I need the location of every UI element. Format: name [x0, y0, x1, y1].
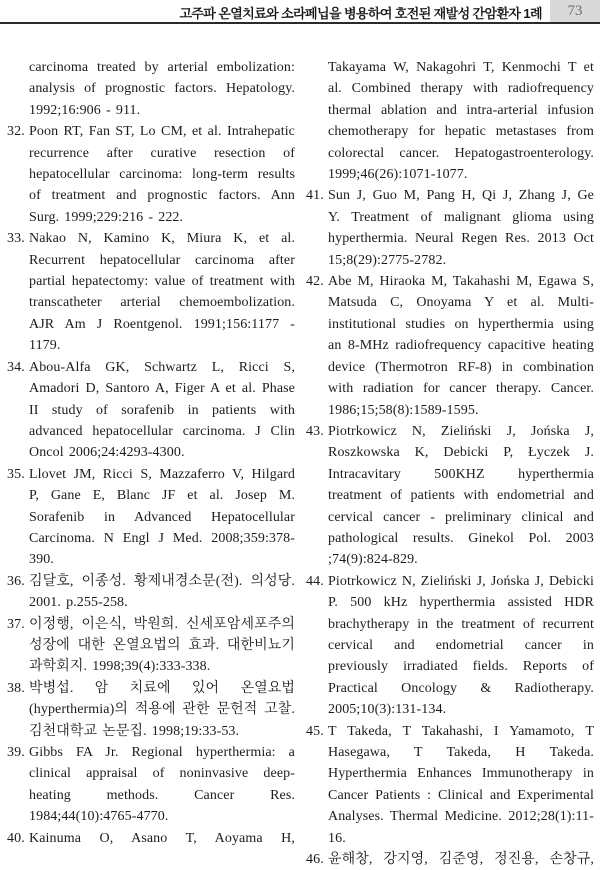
reference-text: Takayama W, Nakagohri T, Kenmochi T et al. Combined therapy with radiofrequency thermal ablation and intra-arterial infusion chemotherapy for hepatic metastases from colorectal cancer. Hepatogastroenterology. 1999;46(26):1071-1077. — [328, 60, 594, 183]
reference-number: 37. — [7, 616, 25, 632]
references-column-left — [7, 57, 295, 870]
reference-text: Gibbs FA Jr. Regional hyperthermia: a clinical appraisal of noninvasive deep-heating methods. Cancer Res. 1984;44(10):4765-4770. — [29, 745, 295, 825]
reference-text: Nakao N, Kamino K, Miura K, et al. Recurrent hepatocellular carcinoma after partial hepatectomy: value of treatment with transcatheter arterial chemoembolization. AJR Am J Roentgenol. 1991;156:1177 - 1179. — [29, 231, 295, 354]
reference-number: 34. — [7, 359, 25, 375]
reference-item — [7, 571, 295, 614]
reference-text: carcinoma treated by arterial embolization: analysis of prognostic factors. Hepatology. 1992;16:906 - 911. — [29, 60, 295, 118]
reference-number: 46. — [306, 852, 324, 868]
reference-item — [7, 828, 295, 849]
reference-number: 43. — [306, 423, 324, 439]
reference-text: Piotrkowicz N, Zieliński J, Jońska J, Debicki P. 500 kHz hyperthermia assisted HDR brachytherapy in the treatment of recurrent cervical and endometrial cancer in previously irradiated fields. Reports of Practical Oncology & Radiotherapy. 2005;10(3):131-134. — [328, 573, 594, 718]
reference-item — [7, 464, 295, 571]
reference-item — [306, 571, 594, 721]
reference-text: 윤해창, 강지영, 김준영, 정진용, 손창규, — [328, 852, 594, 868]
reference-number: 40. — [7, 830, 25, 846]
reference-number: 41. — [306, 188, 324, 204]
reference-text: Piotrkowicz N, Zieliński J, Jońska J, Roszkowska K, Debicki P, Łyczek J. Intracavitary 500KHZ hyperthermia treatment of patients with endometrial and cervical cancer - preliminary clinical and pathological results. Ginekol Pol. 2003 ;74(9):824-829. — [328, 423, 594, 568]
reference-text: Kainuma O, Asano T, Aoyama H, — [29, 830, 295, 846]
reference-item — [7, 57, 295, 121]
reference-item — [306, 185, 594, 271]
reference-text: T Takeda, T Takahashi, I Yamamoto, T Hasegawa, T Takeda, H Takeda. Hyperthermia Enhances Immunotherapy in Cancer Patients : Clinical and Experimental Analyses. Thermal Medicine. 2012;28(1):11-16. — [328, 723, 594, 846]
reference-number: 35. — [7, 466, 25, 482]
reference-number: 42. — [306, 274, 324, 290]
reference-item — [306, 271, 594, 421]
reference-text: Poon RT, Fan ST, Lo CM, et al. Intrahepatic recurrence after curative resection of hepatocellular carcinoma: long-term results of treatment and prognostic factors. Ann Surg. 1999;229:216 - 222. — [29, 124, 295, 225]
running-head-title: 고주파 온열치료와 소라페닙을 병용하여 호전된 재발성 간암환자 1례 — [179, 6, 542, 21]
reference-item — [306, 721, 594, 849]
reference-number: 38. — [7, 680, 25, 696]
page-header — [0, 0, 600, 24]
reference-number: 33. — [7, 231, 25, 247]
page-number-badge: 73 — [548, 0, 600, 22]
reference-number: 45. — [306, 723, 324, 739]
reference-item — [7, 228, 295, 356]
reference-number: 36. — [7, 573, 25, 589]
reference-text: Llovet JM, Ricci S, Mazzaferro V, Hilgard P, Gane E, Blanc JF et al. Josep M. Sorafenib in Advanced Hepatocellular Carcinoma. N Engl J Med. 2008;359:378-390. — [29, 466, 295, 568]
references-column-right — [306, 57, 594, 870]
reference-item — [7, 614, 295, 678]
reference-item — [7, 121, 295, 228]
reference-number: 44. — [306, 573, 324, 589]
reference-item — [7, 357, 295, 464]
reference-text: 이정행, 이은식, 박원희. 신세포암세포주의 성장에 대한 온열요법의 효과. 대한비뇨기과학회지. 1998;39(4):333-338. — [29, 616, 295, 675]
reference-text: Abe M, Hiraoka M, Takahashi M, Egawa S, Matsuda C, Onoyama Y et al. Multi-institutional studies on hyperthermia using an 8-MHz radiofrequency capacitive heating device (Thermotron RF-8) in combination with radiation for cancer therapy. Cancer. 1986;15;58(8):1589-1595. — [328, 274, 594, 418]
reference-number: 39. — [7, 745, 25, 760]
reference-item — [7, 742, 295, 828]
reference-text: Abou-Alfa GK, Schwartz L, Ricci S, Amadori D, Santoro A, Figer A et al. Phase II study of sorafenib in patients with advanced hepatocellular carcinoma. J Clin Oncol 2006;24:4293-4300. — [29, 359, 295, 461]
references-section — [0, 24, 600, 870]
reference-item — [7, 678, 295, 742]
reference-text: Sun J, Guo M, Pang H, Qi J, Zhang J, Ge Y. Treatment of malignant glioma using hyperthermia. Neural Regen Res. 2013 Oct 15;8(29):2775-2782. — [328, 188, 594, 268]
reference-text: 김달호, 이종성. 황제내경소문(전). 의성당. 2001. p.255-258. — [29, 573, 295, 611]
reference-item — [306, 57, 594, 185]
reference-item — [306, 421, 594, 571]
reference-number: 32. — [7, 124, 25, 140]
reference-text: 박병섭. 암 치료에 있어 온열요법(hyperthermia)의 적용에 관한 문헌적 고찰. 김천대학교 논문집. 1998;19:33-53. — [29, 680, 295, 739]
